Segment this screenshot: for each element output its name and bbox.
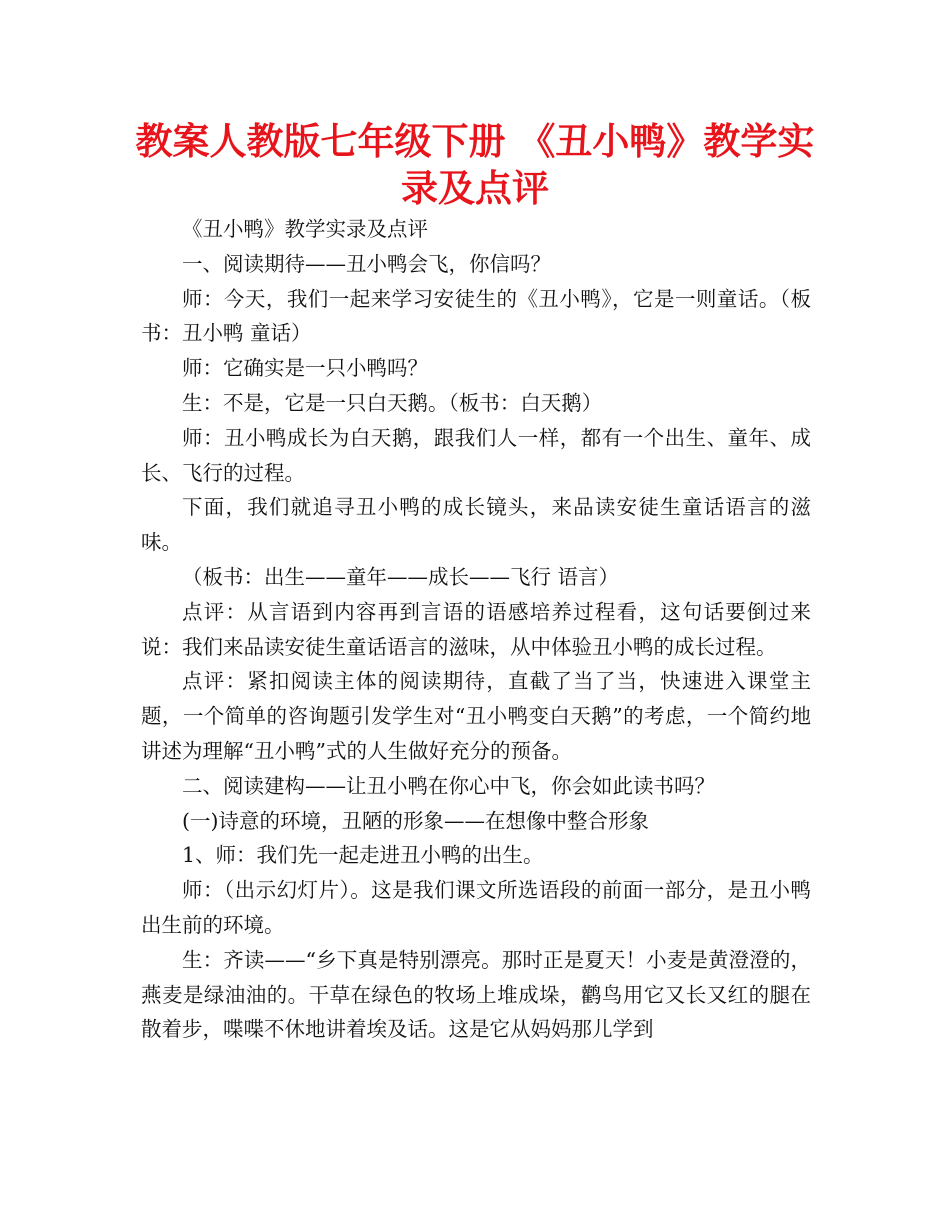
- paragraph-section-2-heading: 二、阅读建构——让丑小鸭在你心中飞，你会如此读书吗？: [182, 773, 715, 798]
- paragraph-subtitle: 《丑小鸭》教学实录及点评: [182, 217, 428, 241]
- paragraph: 生：不是，它是一只白天鹅。（板书：白天鹅）: [182, 390, 603, 415]
- paragraph: 师：它确实是一只小鸭吗？: [182, 356, 428, 381]
- paragraph: 师：今天，我们一起来学习安徒生的《丑小鸭》，它是一则童话。（板书：丑小鸭 童话）: [141, 286, 811, 346]
- paragraph-comment: 点评：紧扣阅读主体的阅读期待，直截了当了当，快速进入课堂主题，一个简单的咨询题引发学生对“丑小鸭变白天鹅”的考虑，一个简约地讲述为理解“丑小鸭”式的人生做好充分的预备。: [141, 669, 811, 763]
- paragraph: 师：（出示幻灯片）。这是我们课文所选语段的前面一部分，是丑小鸭出生前的环境。: [141, 878, 811, 937]
- document-body: [141, 212, 811, 1047]
- paragraph: 下面，我们就追寻丑小鸭的成长镜头，来品读安徒生童话语言的滋味。: [141, 495, 811, 555]
- paragraph: （板书：出生——童年——成长——飞行 语言）: [182, 564, 620, 589]
- paragraph-comment: 点评：从言语到内容再到言语的语感培养过程看，这句话要倒过来说：我们来品读安徒生童话语言的滋味，从中体验丑小鸭的成长过程。: [141, 599, 811, 659]
- paragraph: 师：丑小鸭成长为白天鹅，跟我们人一样，都有一个出生、童年、成长、飞行的过程。: [141, 425, 811, 485]
- paragraph: 1、师：我们先一起走进丑小鸭的出生。: [182, 843, 544, 868]
- paragraph: 生：齐读——“乡下真是特别漂亮。那时正是夏天！小麦是黄澄澄的，燕麦是绿油油的。干草在绿色的牧场上堆成垛，鹳鸟用它又长又红的腿在散着步，喋喋不休地讲着埃及话。这是它从妈妈那儿学到: [141, 947, 811, 1042]
- document-title: 教案人教版七年级下册 《丑小鸭》教学实录及点评: [135, 120, 815, 210]
- paragraph-section-1-heading: 一、阅读期待——丑小鸭会飞，你信吗？: [182, 251, 551, 276]
- paragraph-subsection-heading: (一)诗意的环境，丑陋的形象——在想像中整合形象: [182, 808, 649, 833]
